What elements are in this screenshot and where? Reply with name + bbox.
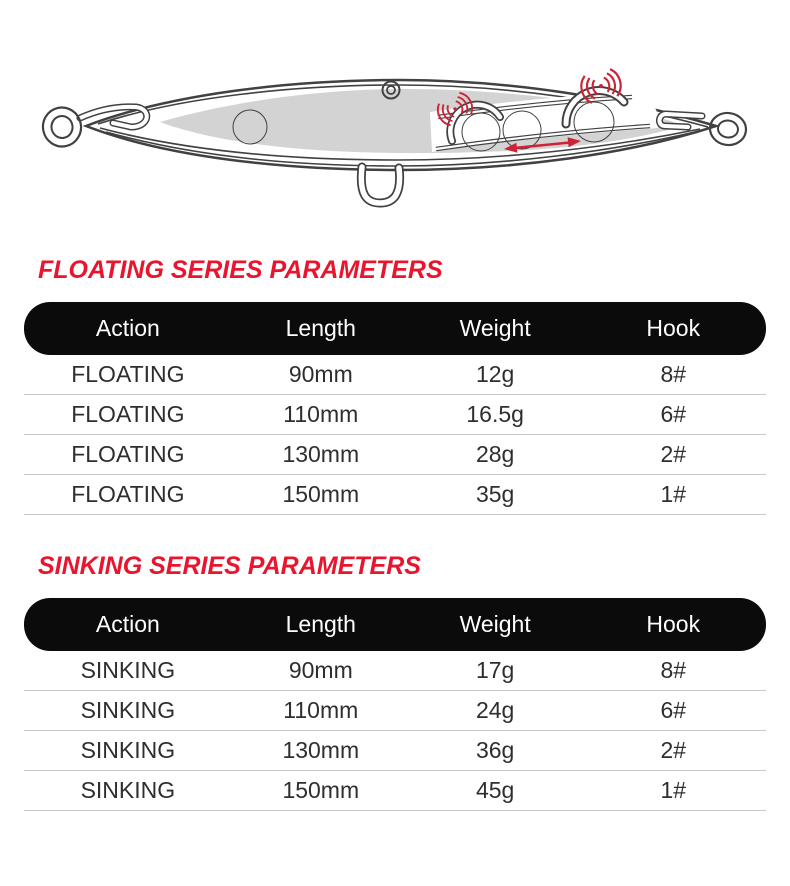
column-header: Hook (646, 315, 701, 341)
table-row (24, 435, 766, 475)
table-cell: 1# (660, 481, 687, 507)
table-row (24, 691, 766, 731)
table-cell: 2# (660, 737, 687, 763)
floating-section-title: FLOATING SERIES PARAMETERS (38, 256, 443, 284)
lure-diagram (0, 0, 790, 240)
table-row (24, 395, 766, 435)
table-cell: 90mm (288, 361, 353, 387)
table-cell: 110mm (283, 401, 359, 427)
column-header: Action (95, 611, 160, 637)
table-cell: SINKING (80, 657, 176, 683)
table-cell: 8# (660, 361, 687, 387)
belly-hook-hanger (361, 167, 399, 203)
floating-section (0, 255, 790, 515)
table-cell: FLOATING (71, 481, 185, 507)
table-row (24, 771, 766, 811)
floating-parameters-table (24, 302, 766, 515)
table-cell: 28g (475, 441, 515, 467)
table-cell: FLOATING (71, 441, 185, 467)
table-cell: 150mm (282, 481, 360, 507)
column-header: Action (95, 315, 160, 341)
table-cell: 2# (660, 441, 687, 467)
sinking-section-title: SINKING SERIES PARAMETERS (38, 552, 421, 580)
table-cell: 110mm (283, 697, 359, 723)
sinking-section (0, 551, 790, 811)
table-cell: 45g (475, 777, 515, 803)
table-cell: 24g (475, 697, 515, 723)
table-row (24, 355, 766, 395)
column-header: Weight (459, 611, 531, 637)
table-cell: 6# (660, 697, 687, 723)
table-cell: SINKING (80, 697, 176, 723)
table-cell: FLOATING (71, 361, 185, 387)
table-cell: 8# (660, 657, 687, 683)
table-cell: 35g (475, 481, 515, 507)
sinking-parameters-table (24, 598, 766, 811)
table-header-row (24, 598, 766, 651)
column-header: Hook (646, 611, 701, 637)
table-row (24, 475, 766, 515)
column-header: Weight (459, 315, 531, 341)
column-header: Length (285, 315, 356, 341)
table-cell: 150mm (282, 777, 360, 803)
table-cell: 90mm (288, 657, 353, 683)
table-cell: SINKING (80, 777, 176, 803)
table-cell: 36g (475, 737, 515, 763)
lure-body (86, 80, 716, 170)
table-row (24, 651, 766, 691)
table-cell: SINKING (80, 737, 176, 763)
lure-cross-section-illustration (0, 0, 790, 240)
table-cell: 12g (475, 361, 515, 387)
table-header-row (24, 302, 766, 355)
table-cell: 16.5g (466, 401, 524, 427)
table-cell: 17g (475, 657, 515, 683)
table-cell: FLOATING (71, 401, 185, 427)
table-cell: 130mm (282, 441, 360, 467)
table-row (24, 731, 766, 771)
table-cell: 130mm (282, 737, 360, 763)
table-cell: 6# (660, 401, 687, 427)
table-cell: 1# (660, 777, 687, 803)
column-header: Length (285, 611, 356, 637)
